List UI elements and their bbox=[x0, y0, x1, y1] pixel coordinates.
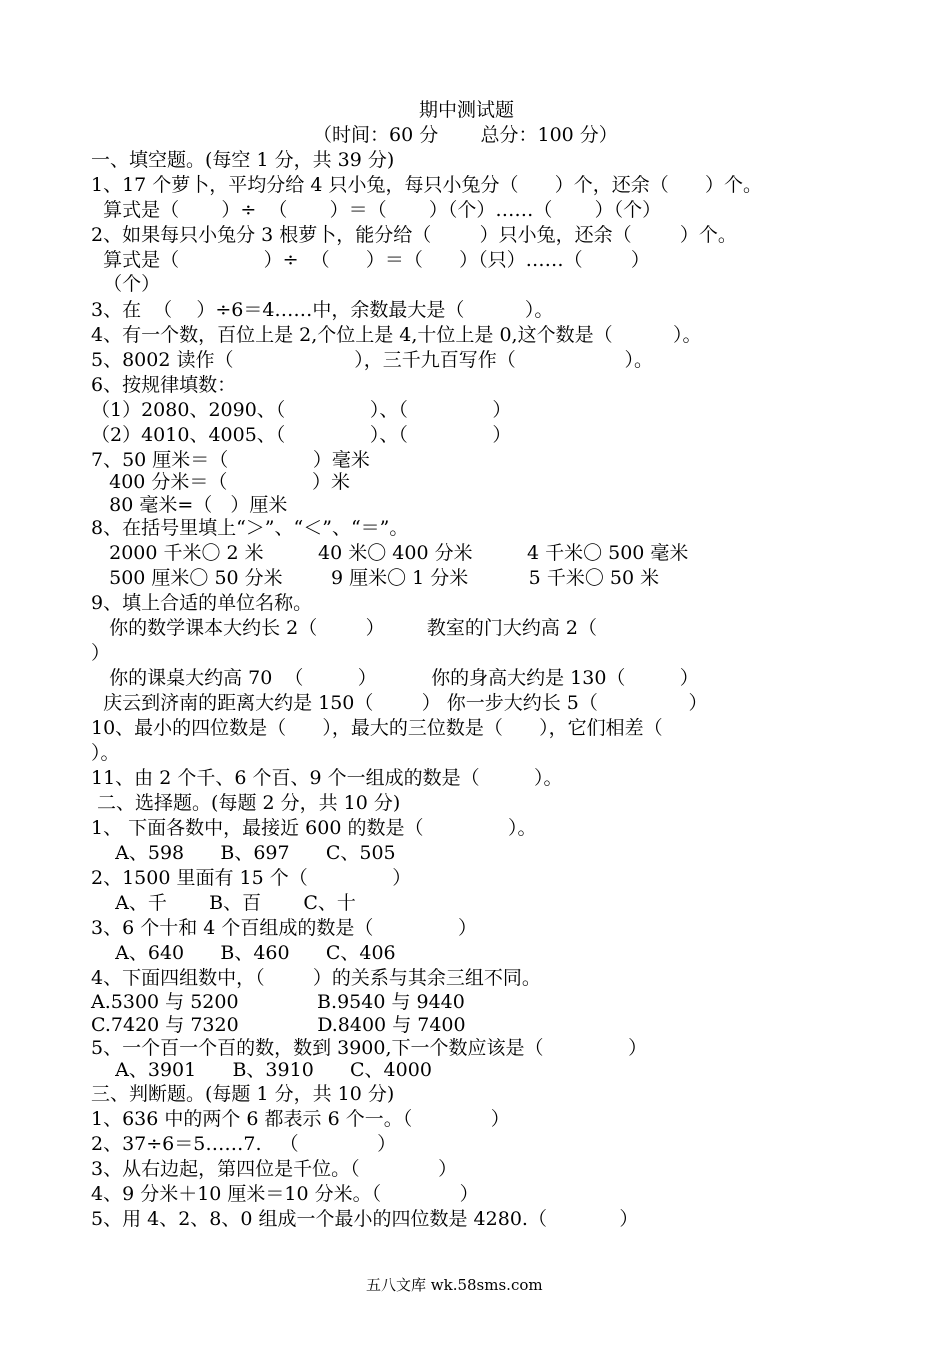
question-line: 7、50 厘米＝（ ）毫米 bbox=[91, 449, 370, 471]
section-heading-fill-blank: 一、填空题。(每空 1 分，共 39 分) bbox=[91, 149, 395, 171]
question-line: 5、一个百一个百的数，数到 3900,下一个数应该是（ ） bbox=[91, 1037, 648, 1059]
question-line: 2000 千米〇 2 米 40 米〇 400 分米 4 千米〇 500 毫米 bbox=[91, 542, 689, 564]
question-line: 算式是（ ）÷ （ ）＝（ ）（只）……（ ） bbox=[91, 249, 650, 271]
document-subtitle: （时间：60 分 总分：100 分） bbox=[313, 124, 618, 146]
question-line: 2、1500 里面有 15 个（ ） bbox=[91, 867, 412, 889]
question-line: 6、按规律填数： bbox=[91, 374, 237, 396]
question-line: （个） bbox=[91, 273, 161, 295]
question-line: 2、37÷6＝5……7. （ ） bbox=[91, 1133, 397, 1155]
question-line: ） bbox=[91, 642, 111, 664]
question-line: 4、9 分米＋10 厘米＝10 分米。（ ） bbox=[91, 1183, 479, 1205]
question-line: 80 毫米=（ ）厘米 bbox=[91, 494, 288, 516]
question-line: A、640 B、460 C、406 bbox=[91, 942, 396, 964]
question-line: 10、最小的四位数是（ ），最大的三位数是（ ），它们相差（ bbox=[91, 717, 663, 739]
question-line: C.7420 与 7320 D.8400 与 7400 bbox=[91, 1014, 466, 1036]
question-line: 9、填上合适的单位名称。 bbox=[91, 592, 313, 614]
question-line: 2、如果每只小兔分 3 根萝卜，能分给（ ）只小兔，还余（ ）个。 bbox=[91, 224, 737, 246]
question-line: 你的数学课本大约长 2（ ） 教室的门大约高 2（ bbox=[91, 617, 597, 639]
section-heading-multiple-choice: 二、选择题。(每题 2 分，共 10 分) bbox=[91, 792, 401, 814]
question-line: A、3901 B、3910 C、4000 bbox=[91, 1059, 432, 1081]
question-line: 庆云到济南的距离大约是 150（ ） 你一步大约长 5（ ） bbox=[91, 692, 708, 714]
question-line: 8、在括号里填上“＞”、“＜”、“＝”。 bbox=[91, 517, 409, 539]
question-line: 1、17 个萝卜，平均分给 4 只小兔，每只小兔分（ ）个，还余（ ）个。 bbox=[91, 174, 762, 196]
question-line: 11、由 2 个千、6 个百、9 个一组成的数是（ ）。 bbox=[91, 767, 563, 789]
question-line: 1、 下面各数中，最接近 600 的数是（ ）。 bbox=[91, 817, 537, 839]
question-line: 3、从右边起，第四位是千位。（ ） bbox=[91, 1158, 458, 1180]
question-line: A、598 B、697 C、505 bbox=[91, 842, 396, 864]
question-line: 5、8002 读作（ ），三千九百写作（ ）。 bbox=[91, 349, 653, 371]
question-line: 3、在 （ ）÷6＝4……中，余数最大是（ ）。 bbox=[91, 299, 554, 321]
document-title: 期中测试题 bbox=[419, 99, 515, 121]
page-footer: 五八文库 wk.58sms.com bbox=[366, 1276, 543, 1294]
question-line: （2）4010、4005、（ ）、（ ） bbox=[91, 424, 512, 446]
question-line: ）。 bbox=[91, 742, 120, 764]
question-line: 4、下面四组数中，（ ）的关系与其余三组不同。 bbox=[91, 967, 541, 989]
question-line: A.5300 与 5200 B.9540 与 9440 bbox=[91, 991, 465, 1013]
question-line: 你的课桌大约高 70 （ ） 你的身高大约是 130（ ） bbox=[91, 667, 699, 689]
question-line: 算式是（ ）÷ （ ）＝（ ）（个）……（ ）（个） bbox=[91, 199, 662, 221]
question-line: 5、用 4、2、8、0 组成一个最小的四位数是 4280.（ ） bbox=[91, 1208, 639, 1230]
question-line: 3、6 个十和 4 个百组成的数是（ ） bbox=[91, 917, 477, 939]
section-heading-true-false: 三、判断题。(每题 1 分，共 10 分) bbox=[91, 1083, 395, 1105]
question-line: A、千 B、百 C、十 bbox=[91, 892, 356, 914]
question-line: 1、636 中的两个 6 都表示 6 个一。（ ） bbox=[91, 1108, 510, 1130]
question-line: 4、有一个数，百位上是 2,个位上是 4,十位上是 0,这个数是（ ）。 bbox=[91, 324, 702, 346]
question-line: 500 厘米〇 50 分米 9 厘米〇 1 分米 5 千米〇 50 米 bbox=[91, 567, 660, 589]
question-line: （1）2080、2090、（ ）、（ ） bbox=[91, 399, 512, 421]
question-line: 400 分米＝（ ）米 bbox=[91, 471, 350, 493]
